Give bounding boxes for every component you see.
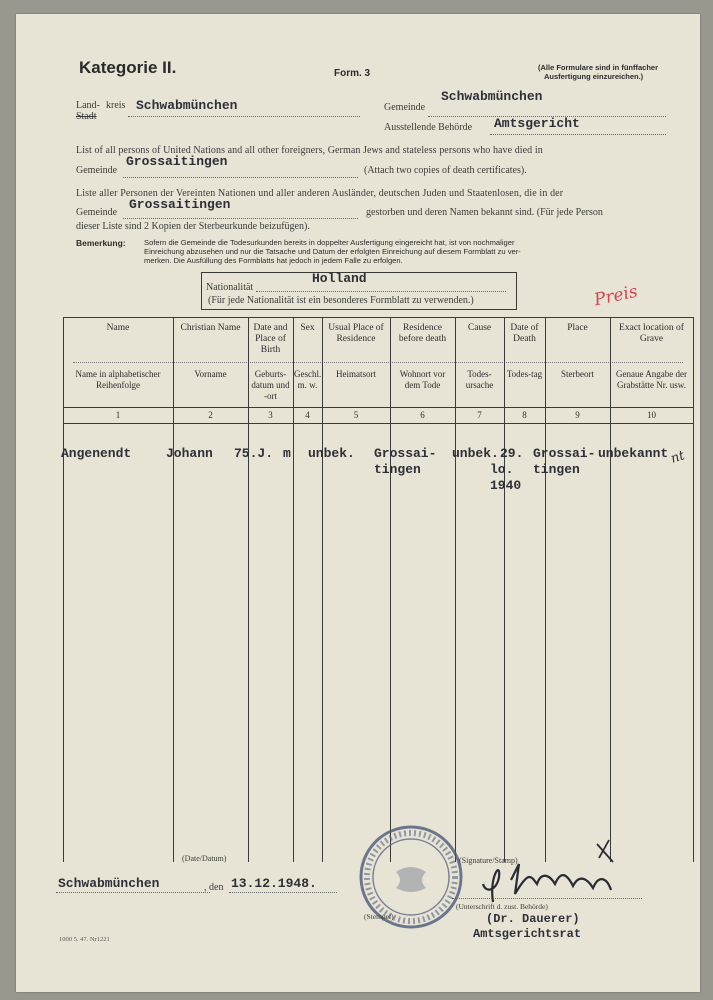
handwritten-signature-icon xyxy=(471,832,641,907)
category-title: Kategorie II. xyxy=(79,58,177,77)
header-en-6: Residence before death xyxy=(398,323,447,344)
english-gemeinde-value: Grossaitingen xyxy=(126,154,228,169)
german-line2-tail: gestorben und deren Namen bekannt sind. (Für jede Person xyxy=(366,207,603,218)
footer-date: 13.12.1948. xyxy=(231,876,317,891)
table-column-line xyxy=(504,317,505,862)
footer-den: , den xyxy=(204,882,224,893)
german-gemeinde-value: Grossaitingen xyxy=(129,197,231,212)
table-column-line xyxy=(390,317,391,862)
row-vorname: Johann xyxy=(166,446,213,461)
row-datum-3: 1940 xyxy=(490,478,522,493)
landkreis-label-top: Land- xyxy=(76,100,100,111)
landkreis-value: Schwabmünchen xyxy=(136,98,238,113)
column-number-7: 7 xyxy=(477,410,482,420)
signature-dotted-line xyxy=(452,898,642,899)
register-table xyxy=(63,317,693,862)
column-number-9: 9 xyxy=(575,410,580,420)
footer-date-dotted-line xyxy=(229,892,337,893)
column-number-10: 10 xyxy=(647,410,656,420)
copies-note-line1: (Alle Formulare sind in fünffacher xyxy=(538,63,659,72)
row-grab: unbekannt xyxy=(598,446,669,461)
german-gemeinde-dotted-line xyxy=(123,218,358,219)
row-wohnort-2: tingen xyxy=(374,462,421,477)
footer-place-dotted-line xyxy=(56,892,210,893)
column-number-4: 4 xyxy=(305,410,310,420)
header-de-8: Todes-tag xyxy=(506,369,543,379)
column-number-8: 8 xyxy=(522,410,527,420)
header-en-10: Exact location of Grave xyxy=(619,323,684,344)
header-en-8: Date of Death xyxy=(510,323,539,344)
table-top-border xyxy=(63,317,693,318)
header-de-5: Heimatsort xyxy=(336,369,376,379)
german-intro-line: Liste aller Personen der Vereinten Nationen und aller anderen Ausländer, deutschen Juden und Staatenlosen, die in der xyxy=(76,188,564,199)
behoerde-dotted-line xyxy=(490,134,666,135)
header-de-2: Vorname xyxy=(194,369,227,379)
column-number-3: 3 xyxy=(268,410,273,420)
bemerkung-line3: merken. Die Ausfüllung des Formblatts hat jedoch in jedem Falle zu erfolgen. xyxy=(144,256,403,265)
signature-stamp-label: (Signature/Stamp) xyxy=(459,856,518,865)
behoerde-value: Amtsgericht xyxy=(494,116,580,131)
header-en-7: Cause xyxy=(467,323,492,333)
bemerkung-line1: Sofern die Gemeinde die Todesurkunden bereits in doppelter Ausfertigung eingereicht hat, ist von nochmaliger xyxy=(144,238,515,247)
copies-note-line2: Ausfertigung einzureichen.) xyxy=(544,72,644,81)
document-sheet xyxy=(16,14,700,992)
landkreis-label-strike: Stadt xyxy=(76,111,97,122)
landkreis-dotted-line xyxy=(128,116,360,117)
english-gemeinde-label: Gemeinde xyxy=(76,165,118,176)
signer-name: (Dr. Dauerer) xyxy=(486,912,580,926)
date-label: (Date/Datum) xyxy=(182,854,227,863)
row-datum-1: 29. xyxy=(500,446,524,461)
header-en-1: Name xyxy=(106,323,130,333)
bemerkung-label: Bemerkung: xyxy=(76,238,126,248)
nationality-note: (Für jede Nationalität ist ein besonderes Formblatt zu verwenden.) xyxy=(208,295,474,306)
english-gemeinde-dotted-line xyxy=(123,177,358,178)
german-line3: dieser Liste sind 2 Kopien der Sterbeurkunde beizufügen). xyxy=(76,221,310,232)
column-number-2: 2 xyxy=(208,410,213,420)
red-pencil-annotation: Preis xyxy=(592,281,640,311)
row-name: Angenendt xyxy=(61,446,132,461)
table-column-line xyxy=(610,317,611,862)
column-number-1: 1 xyxy=(115,410,121,420)
column-number-5: 5 xyxy=(353,410,359,420)
row-datum-2: lo. xyxy=(490,462,514,477)
header-de-3: Geburts-datum und -ort xyxy=(251,369,290,401)
row-geburt: 75.J. xyxy=(234,446,274,461)
landkreis-label-kreis: kreis xyxy=(106,100,126,111)
header-en-4: Sex xyxy=(300,323,315,333)
header-de-9: Sterbeort xyxy=(561,369,594,379)
nationality-value: Holland xyxy=(312,271,367,286)
header-de-10: Genaue Angabe der Grabstätte Nr. usw. xyxy=(616,369,687,390)
header-de-1: Name in alphabetischer Reihenfolge xyxy=(75,369,161,390)
header-en-2: Christian Name xyxy=(180,323,241,333)
header-en-9: Place xyxy=(567,323,588,333)
header-en-5: Usual Place of Residence xyxy=(328,323,384,344)
row-wohnort-1: Grossai- xyxy=(374,446,437,461)
gemeinde-value: Schwabmünchen xyxy=(441,89,543,104)
table-column-line xyxy=(293,317,294,862)
header-de-7: Todes-ursache xyxy=(465,369,494,390)
row-sterbeort-2: tingen xyxy=(533,462,580,477)
table-column-line xyxy=(455,317,456,862)
row-ursache: unbek. xyxy=(452,446,499,461)
nationality-dotted-line xyxy=(256,291,506,292)
unterschrift-label: (Unterschrift d. zust. Behörde) xyxy=(456,902,548,911)
stempel-label: (Stempel) xyxy=(364,912,394,921)
bemerkung-line2: Einreichung abzusehen und nur die Tatsache und Datum der erfolgten Einreichung auf diesem Formblatt zu ver- xyxy=(144,247,521,256)
table-column-line xyxy=(545,317,546,862)
table-column-line xyxy=(322,317,323,862)
gemeinde-label: Gemeinde xyxy=(384,102,426,113)
form-number: Form. 3 xyxy=(334,68,371,79)
row-heimatsort: unbek. xyxy=(308,446,355,461)
table-number-row-top xyxy=(63,407,693,408)
printer-mark: 1000 5. 47. Nr1221 xyxy=(59,936,110,943)
table-column-line xyxy=(63,317,64,862)
german-gemeinde-label: Gemeinde xyxy=(76,207,118,218)
table-column-line xyxy=(173,317,174,862)
header-de-4: Geschl. m. w. xyxy=(294,369,322,390)
behoerde-label: Ausstellende Behörde xyxy=(384,122,473,133)
signer-title: Amtsgerichtsrat xyxy=(473,927,582,941)
header-de-6: Wohnort vor dem Tode xyxy=(399,369,446,390)
header-en-3: Date and Place of Birth xyxy=(253,323,288,355)
column-number-6: 6 xyxy=(420,410,425,420)
footer-place: Schwabmünchen xyxy=(58,876,160,891)
row-grab-handwritten: nt xyxy=(669,448,687,467)
table-column-line xyxy=(693,317,694,862)
row-sterbeort-1: Grossai- xyxy=(533,446,596,461)
english-intro-line: List of all persons of United Nations and all other foreigners, German Jews and stateless persons who have died in xyxy=(76,145,543,156)
table-number-row-bottom xyxy=(63,423,693,424)
row-sex: m xyxy=(283,446,291,461)
nationality-label: Nationalität xyxy=(206,282,254,293)
header-divider-dotted xyxy=(73,362,683,363)
english-attach-note: (Attach two copies of death certificates). xyxy=(364,165,527,176)
